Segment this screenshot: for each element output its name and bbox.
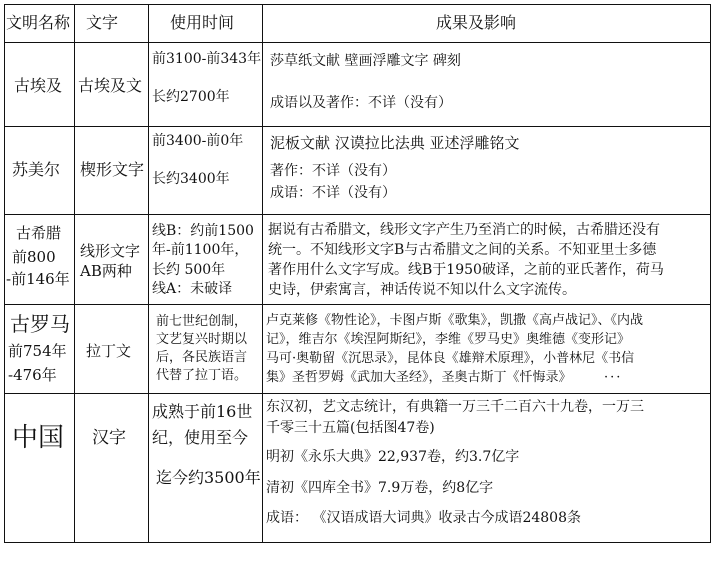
time-text: 后，各民族语言 xyxy=(156,350,248,365)
achievement-text: 史诗，伊索寓言，神话传说不知以什么文字流传。 xyxy=(268,282,576,298)
row-divider xyxy=(4,304,711,305)
achievement-text: 莎草纸文献 壁画浮雕文字 碑刻 xyxy=(270,53,461,69)
achievement-text: 卢克莱修《物性论》，卡图卢斯《歌集》，凯撒《高卢战记》、《内战 xyxy=(266,313,644,328)
time-text: 纪，使用至今 xyxy=(152,428,249,447)
time-text: 线B：约前1500 xyxy=(152,223,254,239)
row-divider xyxy=(4,126,711,127)
table-border-right xyxy=(710,4,711,543)
civ-period: -476年 xyxy=(8,366,57,384)
achievement-text: 清初《四库全书》7.9万卷，约8亿字 xyxy=(266,480,494,496)
achievement-text: 据说有古希腊文，线形文字产生乃至消亡的时候，古希腊还没有 xyxy=(268,222,660,238)
time-text: 长约3400年 xyxy=(152,171,230,187)
row-divider xyxy=(4,214,711,215)
achievement-text: 明初《永乐大典》22,937卷，约3.7亿字 xyxy=(266,449,520,465)
civ-name: 苏美尔 xyxy=(12,160,61,179)
script-name: 拉丁文 xyxy=(86,342,132,360)
ellipsis-text: ··· xyxy=(604,370,623,385)
column-divider xyxy=(74,4,75,543)
time-text: 文艺复兴时期以 xyxy=(156,332,248,347)
time-text: 长约2700年 xyxy=(152,89,230,105)
column-divider xyxy=(262,4,263,543)
civ-period: 前800 xyxy=(12,248,56,266)
header-script: 文字 xyxy=(86,13,119,32)
script-name: 古埃及文 xyxy=(78,76,143,95)
header-civilization: 文明名称 xyxy=(6,13,71,32)
civ-name: 古罗马 xyxy=(10,312,70,336)
time-text: 代替了拉丁语。 xyxy=(156,368,248,383)
time-text: 前3400-前0年 xyxy=(152,133,244,149)
achievement-text: 集》圣哲罗姆《武加大圣经》，圣奥古斯丁《忏悔录》 xyxy=(266,370,572,385)
table-border-top xyxy=(4,4,711,5)
civ-name: 古埃及 xyxy=(14,76,63,95)
achievement-text: 著作用什么文字写成。线B于1950破译，之前的亚氏著作，荷马 xyxy=(268,262,664,278)
row-divider xyxy=(4,42,711,43)
achievement-text: 成语以及著作：不详（没有） xyxy=(270,95,452,111)
header-achievement: 成果及影响 xyxy=(436,13,517,32)
civ-name: 中国 xyxy=(12,423,65,453)
achievement-text: 马可·奥勒留《沉思录》，昆体良《雄辩术原理》，小普林尼《书信 xyxy=(266,351,635,366)
header-time: 使用时间 xyxy=(170,13,235,32)
civ-period: -前146年 xyxy=(6,270,70,288)
table-border-bottom xyxy=(4,542,711,543)
achievement-text: 成语： 《汉语成语大词典》收录古今成语24808条 xyxy=(266,510,581,526)
time-text: 前七世纪创制， xyxy=(156,314,248,329)
time-text: 成熟于前16世 xyxy=(152,402,253,421)
achievement-text: 记》，维吉尔《埃涅阿斯纪》，李维《罗马史》奥维德《变形记》 xyxy=(266,332,631,347)
script-name: 汉字 xyxy=(92,428,126,448)
achievement-text: 千零三十五篇(包括图47卷) xyxy=(266,420,435,436)
achievement-text: 泥板文献 汉谟拉比法典 亚述浮雕铭文 xyxy=(270,134,520,152)
script-name: AB两种 xyxy=(80,262,132,280)
achievement-text: 成语：不详（没有） xyxy=(270,185,396,201)
time-text: 年-前1100年， xyxy=(152,242,249,258)
time-text: 线A：未破译 xyxy=(152,281,233,297)
script-name: 线形文字 xyxy=(80,242,141,260)
achievement-text: 统一。不知线形文字B与古希腊文之间的关系。不知亚里士多德 xyxy=(268,242,657,258)
table-border-left xyxy=(4,4,5,543)
civ-period: 前754年 xyxy=(8,342,67,360)
time-text: 长约 500年 xyxy=(152,262,226,278)
civ-name: 古希腊 xyxy=(16,224,62,242)
time-text: 迄今约3500年 xyxy=(156,468,261,487)
row-divider xyxy=(4,393,711,394)
script-name: 楔形文字 xyxy=(80,160,145,179)
time-text: 前3100-前343年 xyxy=(152,51,262,67)
achievement-text: 著作：不详（没有） xyxy=(270,163,396,179)
achievement-text: 东汉初，艺文志统计，有典籍一万三千二百六十九卷，一万三 xyxy=(266,399,644,415)
column-divider xyxy=(148,4,149,543)
